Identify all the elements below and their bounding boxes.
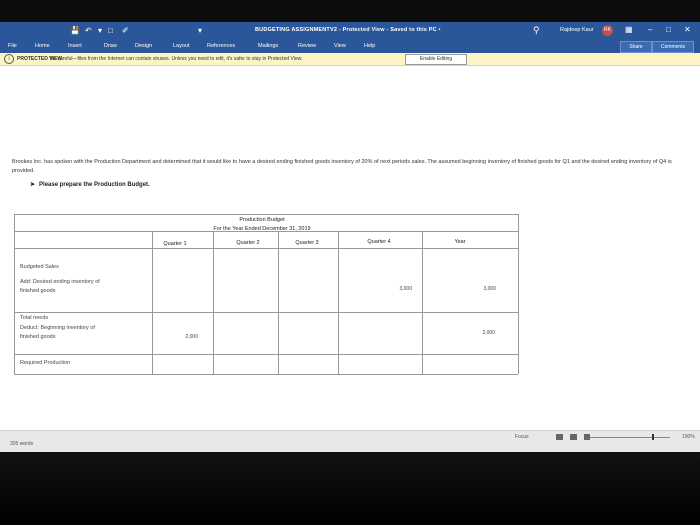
tab-draw[interactable]: Draw (104, 43, 117, 49)
minimize-icon[interactable]: – (648, 25, 653, 34)
info-icon: i (4, 54, 14, 64)
table-col-divider (213, 231, 214, 374)
table-line (14, 231, 518, 232)
maximize-icon[interactable]: □ (666, 25, 671, 34)
tab-home[interactable]: Home (35, 43, 50, 49)
zoom-level[interactable]: 100% (682, 434, 695, 440)
col-header-q1: Quarter 1 (163, 241, 187, 247)
avatar[interactable]: RK (602, 25, 613, 36)
col-header-q2: Quarter 2 (236, 240, 260, 246)
save-icon[interactable]: 💾 (70, 26, 80, 35)
table-col-divider (338, 231, 339, 374)
table-col-divider (278, 231, 279, 374)
share-button[interactable]: Share (620, 41, 652, 53)
row-label-beginning-cont: finished goods (20, 334, 56, 340)
protected-view-bar (0, 53, 700, 66)
table-line (14, 312, 518, 313)
tab-review[interactable]: Review (298, 43, 317, 49)
table-title: Production Budget (239, 217, 285, 223)
table-border-right (518, 214, 519, 374)
table-col-divider (422, 231, 423, 374)
problem-paragraph: Brookes Inc. has spoken with the Production Department and determined that it would like to have a desired ending finished goods inventory of 20% of next periods sales. The assumed beginning inventory of finished goods for Q1 and the desired ending inventory of Q4 is provided. (12, 159, 672, 174)
row-label-total-needs: Total needs (20, 315, 49, 321)
monitor-bezel-bottom (0, 452, 700, 525)
protected-view-label: PROTECTED VIEW (17, 56, 63, 62)
qa-dropdown-icon[interactable]: ▾ (98, 26, 103, 35)
ribbon-display-icon[interactable]: ▦ (625, 25, 633, 34)
table-line (14, 248, 518, 249)
cell-ending-q4: 3,000 (399, 286, 412, 292)
cell-beginning-year: 2,000 (482, 330, 495, 336)
customize-qa-icon[interactable]: ▾ (198, 26, 203, 35)
user-name[interactable]: Rajdeep Kaur (560, 27, 594, 33)
new-doc-icon[interactable]: □ (108, 26, 113, 35)
document-title: BUDGETING ASSIGNMENTV2 - Protected View - Saved to this PC • (255, 27, 441, 33)
row-label-desired-ending-cont: finished goods (20, 288, 56, 294)
tab-file[interactable]: File (8, 43, 17, 49)
word-window (0, 22, 700, 452)
tab-references[interactable]: References (207, 43, 236, 49)
word-count[interactable]: 305 words (10, 441, 34, 447)
title-bar (0, 22, 700, 40)
row-label-desired-ending: Add: Desired ending inventory of (20, 279, 100, 285)
tab-help[interactable]: Help (364, 43, 376, 49)
monitor-bezel-top (0, 0, 700, 22)
tab-view[interactable]: View (334, 43, 346, 49)
row-label-budgeted-sales: Budgeted Sales (20, 264, 59, 270)
instruction-text: Please prepare the Production Budget. (39, 182, 150, 188)
tab-design[interactable]: Design (135, 43, 153, 49)
ribbon-tabs (0, 40, 700, 53)
tab-insert[interactable]: Insert (68, 43, 82, 49)
table-col-divider (152, 231, 153, 374)
table-border-bottom (14, 374, 518, 375)
zoom-slider[interactable] (590, 437, 670, 438)
protected-view-message: Be careful—files from the Internet can contain viruses. Unless you need to edit, it's safer to stay in Protected View. (50, 56, 303, 62)
bullet-instruction (30, 181, 150, 188)
cell-beginning-q1: 2,000 (185, 334, 198, 340)
table-line (14, 354, 518, 355)
arrow-bullet-icon: ➤ (30, 182, 36, 188)
undo-icon[interactable]: ↶ (85, 26, 92, 35)
table-border-top (14, 214, 518, 215)
read-mode-icon[interactable] (556, 434, 563, 440)
cell-ending-year: 3,000 (483, 286, 496, 292)
close-icon[interactable]: ✕ (684, 25, 691, 34)
status-bar (0, 430, 700, 452)
col-header-q4: Quarter 4 (367, 239, 391, 245)
focus-button[interactable]: Focus (515, 434, 529, 440)
tab-mailings[interactable]: Mailings (258, 43, 279, 49)
row-label-required-production: Required Production (20, 360, 71, 366)
table-subtitle: For the Year Ended December 31, 2019 (213, 226, 311, 232)
row-label-beginning: Deduct: Beginning inventory of (20, 325, 95, 331)
zoom-slider-knob[interactable] (652, 434, 654, 440)
table-border-left (14, 214, 15, 374)
draw-icon[interactable]: ✐ (122, 26, 129, 35)
print-layout-icon[interactable] (570, 434, 577, 440)
comments-button[interactable]: Comments (652, 41, 694, 53)
enable-editing-button[interactable]: Enable Editing (405, 54, 467, 65)
document-page[interactable] (0, 66, 700, 430)
tab-layout[interactable]: Layout (173, 43, 190, 49)
search-icon[interactable]: ⚲ (533, 25, 540, 35)
col-header-q3: Quarter 3 (295, 240, 319, 246)
col-header-year: Year (454, 239, 466, 245)
